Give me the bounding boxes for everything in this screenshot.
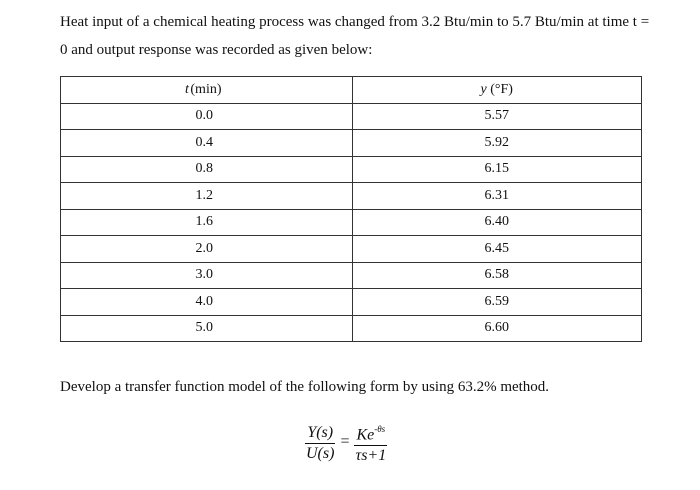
- time-cell: 4.0: [61, 289, 353, 316]
- table-row: [61, 262, 642, 289]
- table-row: [61, 315, 642, 342]
- temperature-cell: 6.60: [352, 315, 642, 342]
- time-cell: 1.6: [61, 209, 353, 236]
- temperature-cell: 6.45: [352, 236, 642, 263]
- table-row: [61, 183, 642, 210]
- temperature-cell: 6.31: [352, 183, 642, 210]
- column-header-time: t (min): [61, 77, 353, 104]
- table-row: [61, 209, 642, 236]
- lhs-numerator: Y(s): [305, 423, 335, 444]
- column-header-temperature: y (°F): [352, 77, 642, 104]
- rhs-exponent: -θs: [374, 424, 386, 434]
- time-cell: 2.0: [61, 236, 353, 263]
- problem-intro: [60, 8, 660, 64]
- temperature-cell: 5.57: [352, 103, 642, 130]
- table-row: [61, 289, 642, 316]
- temperature-cell: 6.40: [352, 209, 642, 236]
- time-cell: 3.0: [61, 262, 353, 289]
- time-cell: 0.0: [61, 103, 353, 130]
- time-cell: 5.0: [61, 315, 353, 342]
- temperature-cell: 6.59: [352, 289, 642, 316]
- table-row: [61, 236, 642, 263]
- time-cell: 0.8: [61, 156, 353, 183]
- table-row: [61, 156, 642, 183]
- time-cell: 1.2: [61, 183, 353, 210]
- rhs-denominator: τs+1: [355, 447, 387, 465]
- lhs-fraction: [304, 423, 336, 464]
- table-row: [61, 103, 642, 130]
- transfer-function-formula: [304, 420, 388, 466]
- rhs-numerator: $Ke^{-\theta s}$: [354, 420, 387, 446]
- rhs-fraction: [353, 420, 388, 466]
- lhs-denominator: U(s): [306, 444, 335, 462]
- temperature-cell: 6.15: [352, 156, 642, 183]
- intro-line-2: 0 and output response was recorded as given below:: [60, 42, 373, 58]
- response-data-table: [60, 76, 642, 342]
- temperature-cell: 6.58: [352, 262, 642, 289]
- time-cell: 0.4: [61, 130, 353, 157]
- instruction-text: Develop a transfer function model of the following form by using 63.2% method.: [60, 379, 550, 395]
- temperature-cell: 5.92: [352, 130, 642, 157]
- table-header-row: [61, 77, 642, 104]
- equals-sign: =: [340, 433, 350, 451]
- table-row: [61, 130, 642, 157]
- intro-line-1: Heat input of a chemical heating process was changed from 3.2 Btu/min to 5.7 Btu/min at time t =: [60, 14, 650, 30]
